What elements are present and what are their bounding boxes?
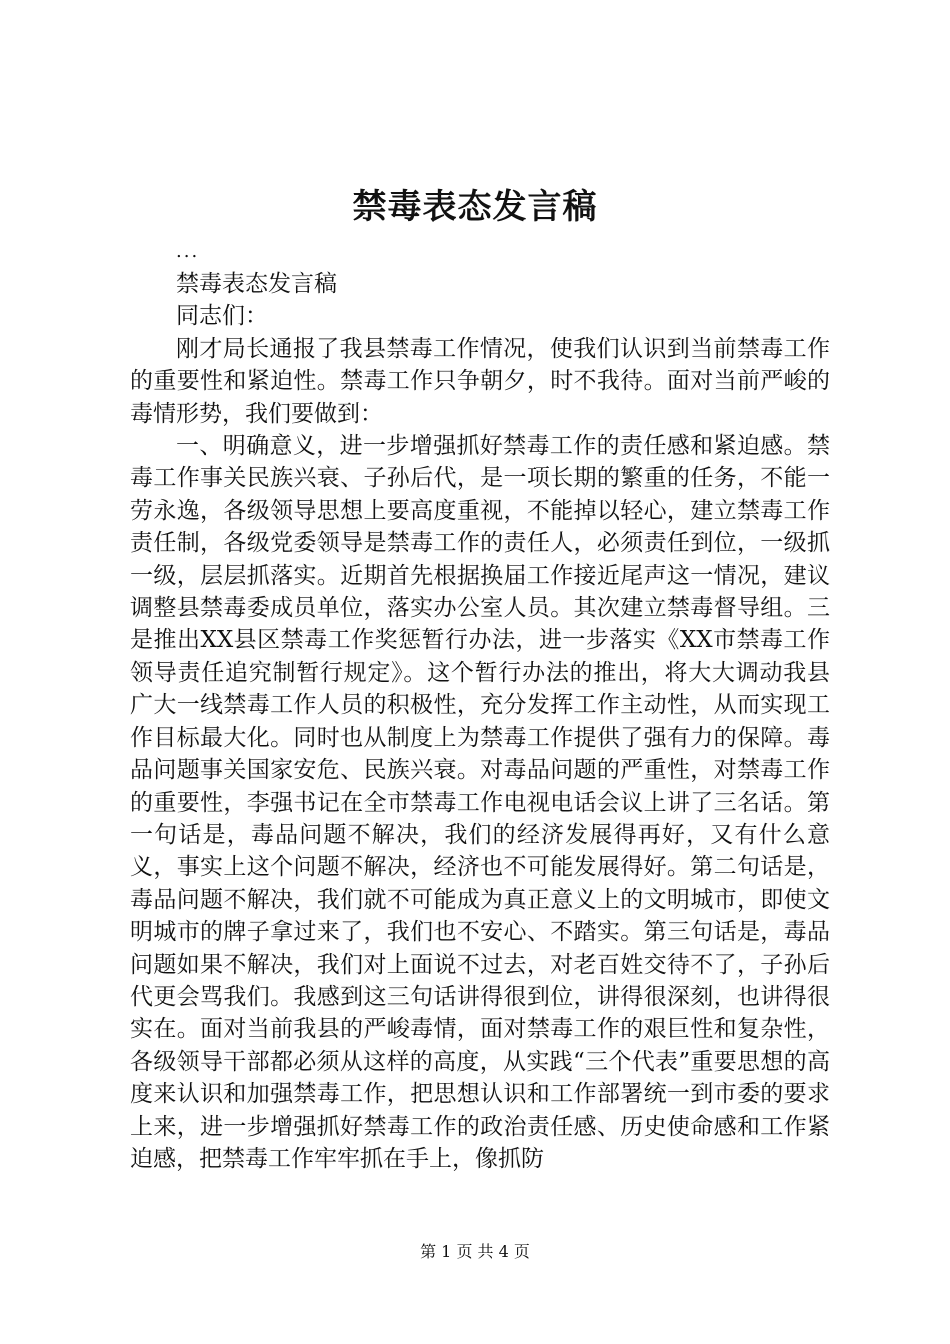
body-paragraph: 禁毒表态发言稿 [176,271,337,297]
document-body [130,268,830,1175]
body-paragraph: 同志们： [176,303,268,330]
body-paragraph: 一、明确意义，进一步增强抓好禁毒工作的责任感和紧迫感。禁毒工作事关民族兴衰、子孙后代，是一项长期的繁重的任务，不能一劳永逸，各级领导思想上要高度重视，不能掉以轻心，建立禁毒工作责任制，各级党委领导是禁毒工作的责任人，必须责任到位，一级抓一级，层层抓落实。近期首先根据换届工作接近尾声这一情况，建议调整县禁毒委成员单位，落实办公室人员。其次建立禁毒督导组。三是推出XX县区禁毒工作奖惩暂行办法，进一步落实《XX市禁毒工作领导责任追究制暂行规定》。这个暂行办法的推出，将大大调动我县广大一线禁毒工作人员的积极性，充分发挥工作主动性，从而实现工作目标最大化。同时也从制度上为禁毒工作提供了强有力的保障。毒品问题事关国家安危、民族兴衰。对毒品问题的严重性，对禁毒工作的重要性，李强书记在全市禁毒工作电视电话会议上讲了三名话。第一句话是，毒品问题不解决，我们的经济发展得再好，又有什么意义，事实上这个问题不解决，经济也不可能发展得好。第二句话是，毒品问题不解决，我们就不可能成为真正意义上的文明城市，即使文明城市的牌子拿过来了，我们也不安心、不踏实。第三句话是，毒品问题如果不解决，我们对上面说不过去，对老百姓交待不了，子孙后代更会骂我们。我感到这三句话讲得很到位，讲得很深刻，也讲得很实在。面对当前我县的严峻毒情，面对禁毒工作的艰巨性和复杂性，各级领导干部都必须从这样的高度，从实践“三个代表”重要思想的高度来认识和加强禁毒工作，把思想认识和工作部署统一到市委的要求上来，进一步增强抓好禁毒工作的政治责任感、历史使命感和工作紧迫感，把禁毒工作牢牢抓在手上，像抓防 [130,433,830,1172]
page-footer: 第 1 页 共 4 页 [420,1242,530,1261]
document-title: 禁毒表态发言稿 [352,187,598,227]
body-paragraph: 刚才局长通报了我县禁毒工作情况，使我们认识到当前禁毒工作的重要性和紧迫性。禁毒工作只争朝夕，时不我待。面对当前严峻的毒情形势，我们要做到： [130,335,830,427]
ellipsis-marker: ... [176,241,200,262]
